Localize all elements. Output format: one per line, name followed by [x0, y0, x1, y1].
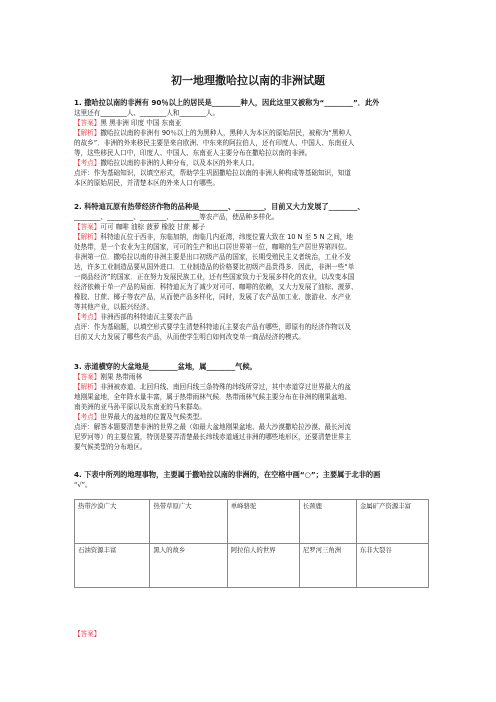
analysis-text: 科特迪瓦位于西非，东临加纳，南临几内亚湾，纬度位置大致在 10 N 至 5 N 之间，地	[100, 233, 353, 241]
question-2-point	[74, 312, 434, 322]
question-2-analysis-line-4: 达，许多工业制造品要从国外进口．工业制造品的价格要比初级产品贵得多．因此，非洲一些“单	[74, 263, 355, 271]
question-2-analysis-line-1	[74, 232, 434, 242]
question-2-analysis-line-8: 等其他产业，以振兴经济。	[74, 303, 154, 311]
table-cell: 热带沙漠广大	[75, 500, 150, 544]
question-1-analysis-line-1	[74, 128, 434, 138]
question-2-text-line-2: ________、________、________、________等农产品，使品种多样化。	[74, 213, 279, 221]
question-3-point	[74, 412, 434, 422]
question-1-point	[74, 158, 434, 168]
table-cell: 尼罗河三角洲	[299, 544, 356, 588]
answer-text: 黑 黑非洲 印度 中国 东南亚	[100, 119, 182, 127]
question-2-analysis-line-5: 一商品经济”的国家．正在努力发展民族工业，还有些国家致力于发展多样化的农业，以改变本国	[74, 273, 355, 281]
analysis-tag: 【解析】	[74, 383, 101, 391]
answer-text: 可可 咖啡 油棕 菠萝 橡胶 甘蔗 椰子	[100, 223, 206, 231]
question-2-analysis-line-2: 处热带，是一个农业为主的国家，可可的生产和出口居世界第一位，咖啡的生产居世界第四位。	[74, 243, 351, 251]
question-2-comment-line-1: 点评：作为基础题，以填空形式要学生清楚科特迪瓦主要农产品有哪些，即原有的经济作物以及	[74, 323, 351, 331]
question-3-comment-line-3: 要气候类型的分布地区。	[74, 443, 147, 451]
question-1-text-line-2: 这里还有________人、________人和________人。	[74, 109, 220, 117]
point-text: 非洲西部的科特迪瓦主要农产品	[100, 313, 193, 321]
table-cell: 东非大裂谷	[356, 544, 428, 588]
analysis-text: 非洲被赤道、北回归线、南回归线三条特殊的纬线所穿过，其中赤道穿过世界最大的盆	[100, 383, 351, 391]
question-1-text-line-1: 1. 撒哈拉以南的非洲有 90％以上的居民是________种人，因此这里又被称为“________”．此外	[74, 98, 380, 107]
question-2-analysis-line-6: 经济依赖于单一产品的局面．科特迪瓦为了减少对可可、咖啡的依赖，又大力发展了油棕、菠萝、	[74, 283, 358, 291]
table-row	[75, 500, 429, 544]
question-3-comment-line-1: 点评：解答本题要清楚非洲的世界之最（如最大盆地刚果盆地、最大沙漠撒哈拉沙漠、最长河流	[74, 423, 351, 431]
question-3-text: 3. 赤道横穿的大盆地是________盆地，属________气候。	[74, 362, 257, 371]
question-2-comment-line-2: 目前又大力发展了哪些农产品，从而使学生明白如何改变单一商品经济的模式。	[74, 333, 305, 341]
table-cell: 长颈鹿	[299, 500, 356, 544]
point-text: 世界最大的盆地的位置及气候类型。	[100, 413, 206, 421]
question-4-text-line-2: “√”。	[74, 481, 92, 489]
answer-text: 刚果 热带雨林	[100, 373, 143, 381]
point-tag: 【考点】	[74, 159, 101, 167]
question-4-text-line-1: 4. 下表中所列的地理事物，主要属于撒哈拉以南的非洲的，在空格中画“○”；主要属于北非的画	[74, 470, 381, 479]
question-1-comment-line-1: 点评：作为基础知识，以填空形式，帮助学生巩固撒哈拉以南的非洲人种构成等基础知识，知道	[74, 169, 351, 177]
table-cell: 阿拉伯人的世界	[227, 544, 299, 588]
question-3-analysis-line-1	[74, 382, 434, 392]
question-2-answer	[74, 222, 434, 232]
classification-table	[74, 499, 429, 588]
question-1-analysis-line-3: 等，这些移民人口中，印度人、中国人、东南亚人主要分布在撒哈拉以南的非洲。	[74, 149, 312, 157]
question-2-analysis-line-7: 橡胶、甘蔗、椰子等农产品，从而使产品多样化，同时，发展了农产品加工业、旅游业、水产业	[74, 293, 351, 301]
document-title: 初一地理撒哈拉以南的非洲试题	[171, 74, 325, 87]
analysis-tag: 【解析】	[74, 233, 101, 241]
question-3-answer	[74, 372, 434, 382]
question-2-text-line-1: 2. 科特迪瓦原有热带经济作物的品种是________、________，目前又大力发展了________、	[74, 202, 365, 211]
question-3-analysis-line-3: 南美洲的亚马孙平原以及东南亚的马来群岛。	[74, 403, 206, 411]
table-cell: 热带草原广大	[150, 500, 227, 544]
table-cell: 石油资源丰富	[75, 544, 150, 588]
question-3-analysis-line-2: 地刚果盆地，全年降水量丰富，属于热带雨林气候．热带雨林气候主要分布在非洲的刚果盆地、	[74, 393, 351, 401]
table-row	[75, 544, 429, 588]
question-2	[74, 201, 434, 342]
question-1-answer	[74, 118, 434, 128]
answer-tag: 【答案】	[74, 223, 101, 231]
question-1-analysis-line-2: 的故乡”．非洲的外来移民主要是来自欧洲、中东来的阿拉伯人，还有印度人、中国人、东南亚人	[74, 139, 355, 147]
question-4	[74, 469, 434, 490]
question-1	[74, 97, 434, 188]
question-2-analysis-line-3: 非洲第一位．撒哈拉以南的非洲主要是出口初级产品的国家，长期受殖民主义者统治，工业不发	[74, 253, 351, 261]
question-4-answer-tag: 【答案】	[74, 630, 101, 638]
point-tag: 【考点】	[74, 413, 101, 421]
answer-tag: 【答案】	[74, 373, 101, 381]
table-cell: 黑人的故乡	[150, 544, 227, 588]
point-text: 撒哈拉以南的非洲的人种分布，以及本区的外来人口。	[100, 159, 259, 167]
question-1-comment-line-2: 本区的原始居民，并清楚本区的外来人口有哪些。	[74, 179, 220, 187]
question-3-comment-line-2: 尼罗河等）的主要位置，特别是要弄清楚最长纬线赤道通过非洲的哪些地形区，还要清楚世界主	[74, 433, 351, 441]
table-cell: 单峰骆驼	[227, 500, 299, 544]
answer-tag: 【答案】	[74, 119, 101, 127]
question-3	[74, 361, 434, 452]
analysis-text: 撒哈拉以南的非洲有 90％以上的为黑种人，黑种人为本区的原始居民，被称为“黑种人	[100, 129, 352, 137]
analysis-tag: 【解析】	[74, 129, 101, 137]
table-cell: 金属矿产资源丰富	[356, 500, 428, 544]
point-tag: 【考点】	[74, 313, 101, 321]
